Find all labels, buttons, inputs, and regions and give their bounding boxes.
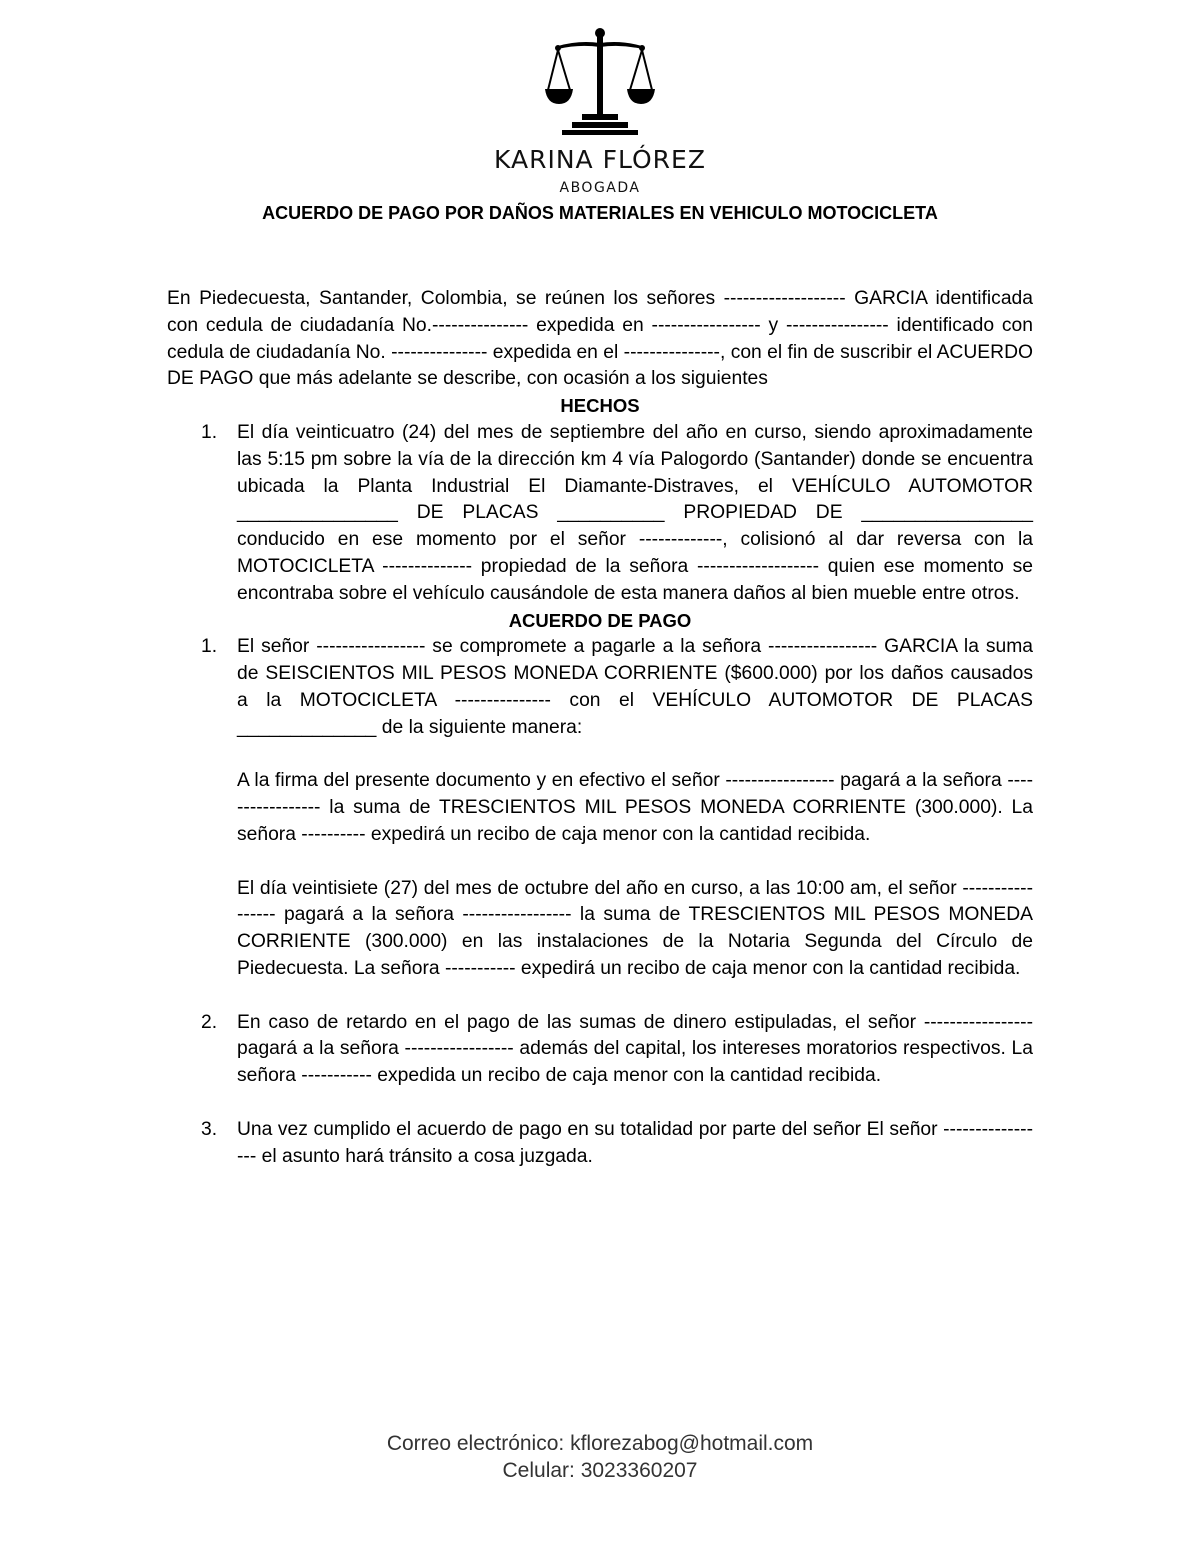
document-body <box>167 286 1033 1170</box>
hechos-item-text: El día veinticuatro (24) del mes de septiembre del año en curso, siendo aproximadamente las 5:15 pm sobre la vía de la dirección km 4 vía Palogordo (Santander) donde se encuentra ubicada la Planta Industrial El Diamante-Distraves, el VEHÍCULO AUTOMOTOR _______________ DE PLACAS __________ PROPIEDAD DE ________________ conducido en ese momento por el señor -------------, colisionó al dar reversa con la MOTOCICLETA -------------- propiedad de la señora ------------------- quien ese momento se encontraba sobre el vehículo causándole de esta manera daños al bien mueble entre otros. <box>237 421 1033 604</box>
acuerdo-item-paragraph: El día veintisiete (27) del mes de octubre del año en curso, a las 10:00 am, el señor ----------------- pagará a la señora ----------------- la suma de TRESCIENTOS MIL PESOS MONEDA CORRIENTE (300.000) en las instalaciones de la Notaria Segunda del Círculo de Piedecuesta. La señora ----------- expedirá un recibo de caja menor con la cantidad recibida. <box>237 877 1033 979</box>
firm-name: KARINA FLÓREZ <box>494 145 706 174</box>
firm-title: ABOGADA <box>559 180 641 196</box>
scales-of-justice-icon <box>544 26 656 136</box>
footer-email: Correo electrónico: kflorezabog@hotmail.com <box>386 1432 814 1455</box>
acuerdo-item <box>167 1117 1033 1171</box>
list-number: 2. <box>201 1011 218 1033</box>
acuerdo-item-paragraph: Una vez cumplido el acuerdo de pago en su totalidad por parte del señor El señor ----------------- el asunto hará tránsito a cosa juzgada. <box>237 1118 1033 1167</box>
acuerdo-item-paragraph: El señor ----------------- se compromete a pagarle a la señora ----------------- GARCIA la suma de SEISCIENTOS MIL PESOS MONEDA CORRIENTE ($600.000) por los daños causados a la MOTOCICLETA --------------- con el VEHÍCULO AUTOMOTOR DE PLACAS _____________ de la siguiente manera: <box>237 636 1033 738</box>
document-title: ACUERDO DE PAGO POR DAÑOS MATERIALES EN VEHICULO MOTOCICLETA <box>262 203 938 223</box>
intro-paragraph: En Piedecuesta, Santander, Colombia, se reúnen los señores ------------------- GARCIA identificada con cedula de ciudadanía No.--------------- expedida en ----------------- y ---------------- identificado con cedula de ciudadanía No. --------------- expedida en el ---------------, con el fin de suscribir el ACUERDO DE PAGO que más adelante se describe, con ocasión a los siguientes <box>167 288 1033 390</box>
acuerdo-item <box>167 1010 1033 1090</box>
acuerdo-item-paragraph: En caso de retardo en el pago de las sumas de dinero estipuladas, el señor ----------------- pagará a la señora ----------------- además del capital, los intereses moratorios respectivos. La señora ----------- expedida un recibo de caja menor con la cantidad recibida. <box>237 1011 1033 1087</box>
hechos-heading: HECHOS <box>560 395 640 417</box>
hechos-item <box>167 420 1033 608</box>
acuerdo-heading: ACUERDO DE PAGO <box>508 609 692 631</box>
page-footer <box>0 1430 1200 1484</box>
list-number: 1. <box>201 421 218 443</box>
footer-phone: Celular: 3023360207 <box>502 1459 698 1482</box>
acuerdo-item <box>167 634 1033 982</box>
list-number: 1. <box>201 636 218 658</box>
acuerdo-item-paragraph: A la firma del presente documento y en efectivo el señor ----------------- pagará a la señora ----------------- la suma de TRESCIENTOS MIL PESOS MONEDA CORRIENTE (300.000). La señora ---------- expedirá un recibo de caja menor con la cantidad recibida. <box>237 770 1033 845</box>
list-number: 3. <box>201 1118 218 1140</box>
